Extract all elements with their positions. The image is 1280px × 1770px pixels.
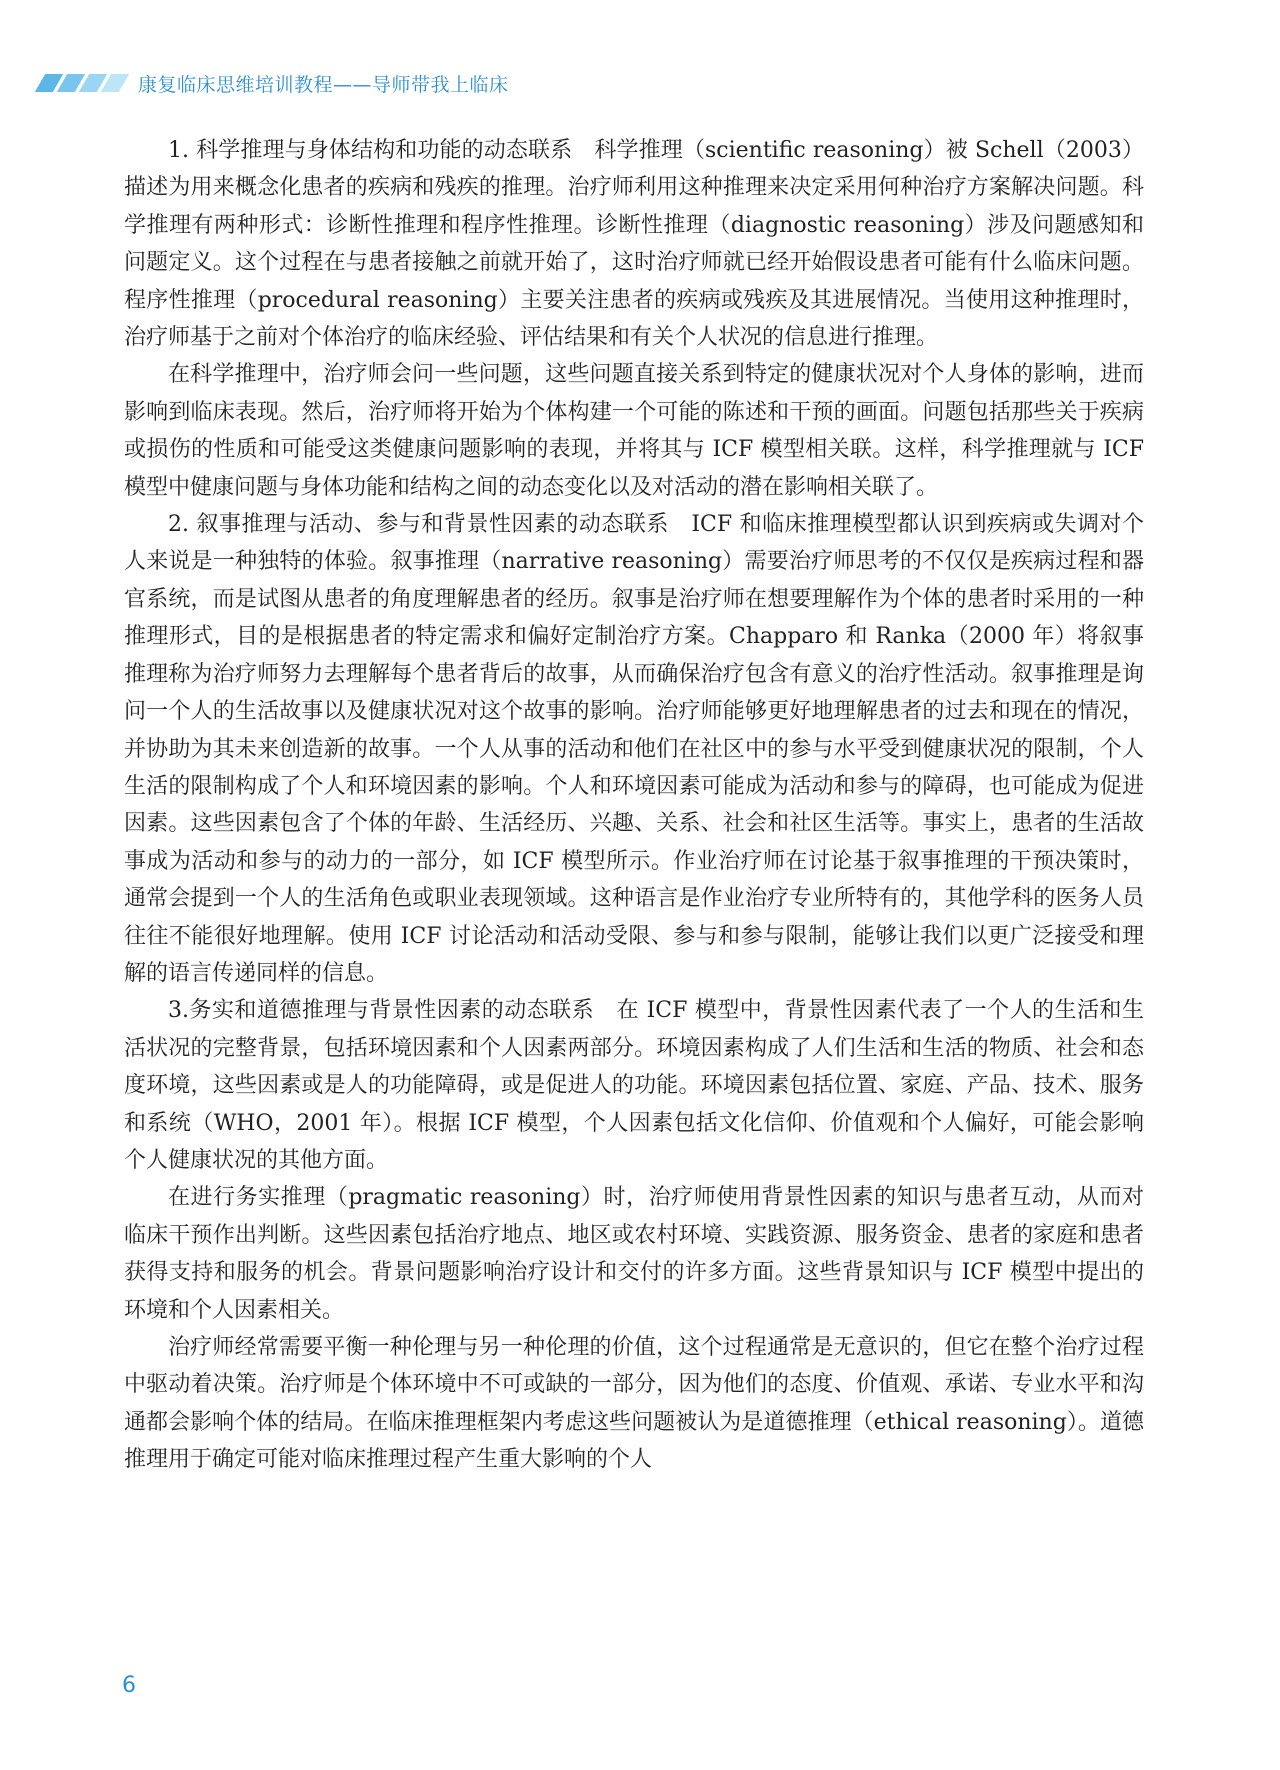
header-title: 康复临床思维培训教程——导师带我上临床	[138, 73, 509, 96]
paragraph-pragmatic-ethical-reasoning: 3.务实和道德推理与背景性因素的动态联系 在 ICF 模型中，背景性因素代表了一个人的生活和生活状况的完整背景，包括环境因素和个人因素两部分。环境因素构成了人们生活和生活的物质、社会和态度环境，这些因素或是人的功能障碍，或是促进人的功能。环境因素包括位置、家庭、产品、技术、服务和系统（WHO，2001 年）。根据 ICF 模型，个人因素包括文化信仰、价值观和个人偏好，可能会影响个人健康状况的其他方面。	[124, 998, 1144, 1173]
paragraph-pragmatic-reasoning: 在进行务实推理（pragmatic reasoning）时，治疗师使用背景性因素的知识与患者互动，从而对临床干预作出判断。这些因素包括治疗地点、地区或农村环境、实践资源、服务资金、患者的家庭和患者获得支持和服务的机会。背景问题影响治疗设计和交付的许多方面。这些背景知识与 ICF 模型中提出的环境和个人因素相关。	[124, 1185, 1144, 1323]
page-body	[124, 132, 1144, 1479]
paragraph-ethical-reasoning: 治疗师经常需要平衡一种伦理与另一种伦理的价值，这个过程通常是无意识的，但它在整个治疗过程中驱动着决策。治疗师是个体环境中不可或缺的一部分，因为他们的态度、价值观、承诺、专业水平和沟通都会影响个体的结局。在临床推理框架内考虑这些问题被认为是道德推理（ethical reasoning）。道德推理用于确定可能对临床推理过程产生重大影响的个人	[124, 1335, 1144, 1473]
page-number: 6	[122, 1673, 136, 1698]
paragraph-narrative-reasoning: 2. 叙事推理与活动、参与和背景性因素的动态联系 ICF 和临床推理模型都认识到疾病或失调对个人来说是一种独特的体验。叙事推理（narrative reasoning）需要治疗师思考的不仅仅是疾病过程和器官系统，而是试图从患者的角度理解患者的经历。叙事是治疗师在想要理解作为个体的患者时采用的一种推理形式，目的是根据患者的特定需求和偏好定制治疗方案。Chapparo 和 Ranka（2000 年）将叙事推理称为治疗师努力去理解每个患者背后的故事，从而确保治疗包含有意义的治疗性活动。叙事推理是询问一个人的生活故事以及健康状况对这个故事的影响。治疗师能够更好地理解患者的过去和现在的情况，并协助为其未来创造新的故事。一个人从事的活动和他们在社区中的参与水平受到健康状况的限制，个人生活的限制构成了个人和环境因素的影响。个人和环境因素可能成为活动和参与的障碍，也可能成为促进因素。这些因素包含了个体的年龄、生活经历、兴趣、关系、社会和社区生活等。事实上，患者的生活故事成为活动和参与的动力的一部分，如 ICF 模型所示。作业治疗师在讨论基于叙事推理的干预决策时，通常会提到一个人的生活角色或职业表现领域。这种语言是作业治疗专业所特有的，其他学科的医务人员往往不能很好地理解。使用 ICF 讨论活动和活动受限、参与和参与限制，能够让我们以更广泛接受和理解的语言传递同样的信息。	[124, 512, 1144, 986]
running-header	[40, 68, 509, 98]
paragraph-scientific-reasoning: 1. 科学推理与身体结构和功能的动态联系 科学推理（scientific reasoning）被 Schell（2003）描述为用来概念化患者的疾病和残疾的推理。治疗师利用这种推理来决定采用何种治疗方案解决问题。科学推理有两种形式：诊断性推理和程序性推理。诊断性推理（diagnostic reasoning）涉及问题感知和问题定义。这个过程在与患者接触之前就开始了，这时治疗师就已经开始假设患者可能有什么临床问题。程序性推理（procedural reasoning）主要关注患者的疾病或残疾及其进展情况。当使用这种推理时，治疗师基于之前对个体治疗的临床经验、评估结果和有关个人状况的信息进行推理。	[124, 138, 1144, 351]
header-stripes-decoration	[40, 74, 124, 92]
paragraph-scientific-reasoning-icf: 在科学推理中，治疗师会问一些问题，这些问题直接关系到特定的健康状况对个人身体的影响，进而影响到临床表现。然后，治疗师将开始为个体构建一个可能的陈述和干预的画面。问题包括那些关于疾病或损伤的性质和可能受这类健康问题影响的表现，并将其与 ICF 模型相关联。这样，科学推理就与 ICF 模型中健康问题与身体功能和结构之间的动态变化以及对活动的潜在影响相关联了。	[124, 362, 1144, 500]
